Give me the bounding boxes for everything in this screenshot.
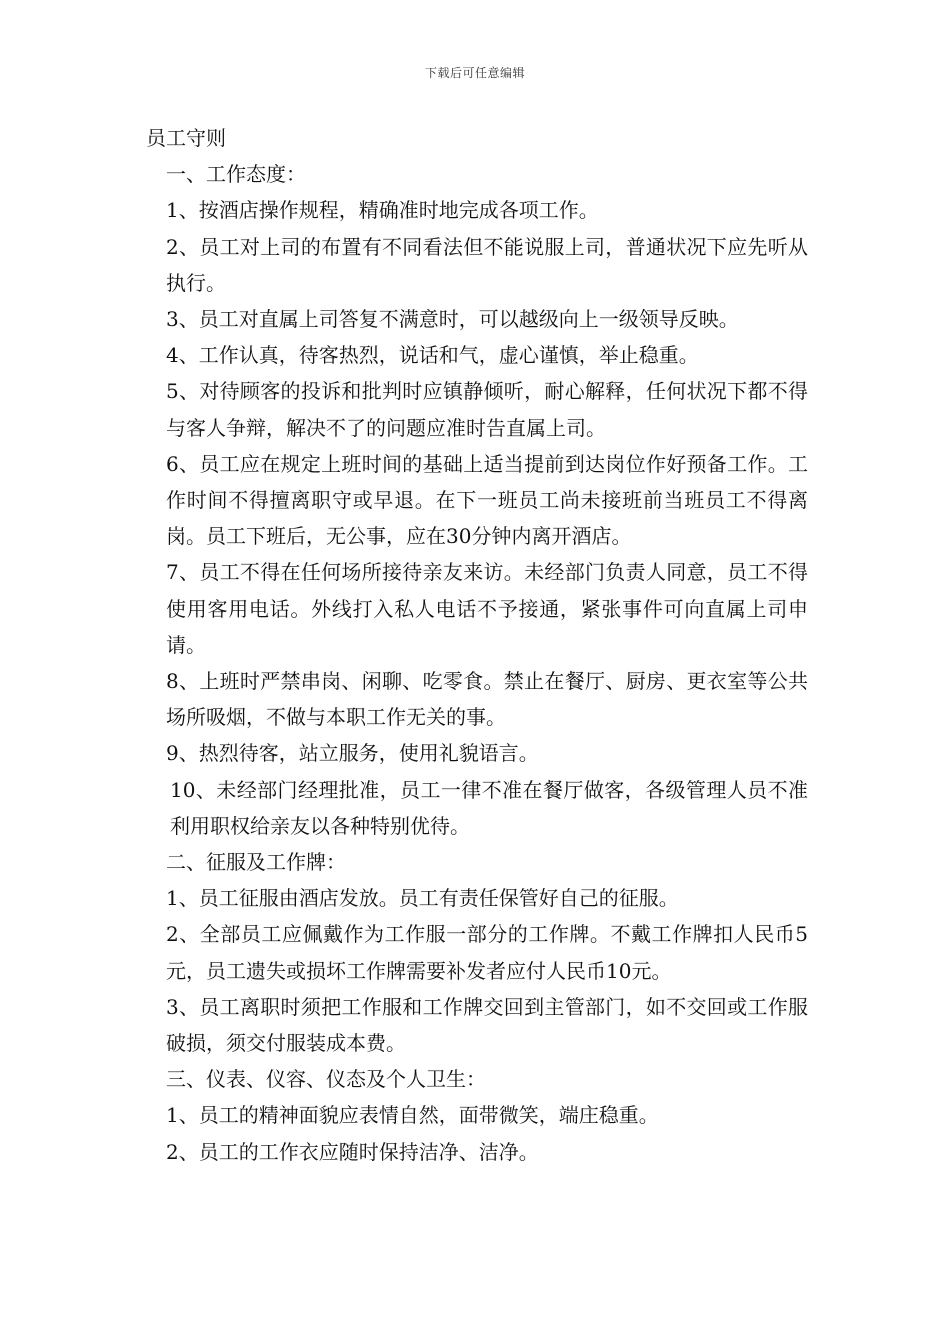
document-body: [146, 120, 808, 1170]
paragraph: 8、上班时严禁串岗、闲聊、吃零食。禁止在餐厅、厨房、更衣室等公共场所吸烟，不做与本职工作无关的事。: [166, 669, 808, 730]
paragraph: 1、按酒店操作规程，精确准时地完成各项工作。: [166, 198, 599, 223]
page-header: 下载后可任意编辑: [424, 66, 525, 80]
paragraph: 3、员工对直属上司答复不满意时，可以越级向上一级领导反映。: [166, 307, 739, 332]
paragraph: 7、员工不得在任何场所接待亲友来访。未经部门负责人同意，员工不得使用客用电话。外线打入私人电话不予接通，紧张事件可向直属上司申请。: [166, 560, 808, 657]
section-heading: 一、工作态度：: [166, 162, 306, 187]
paragraph: 1、员工征服由酒店发放。员工有责任保管好自己的征服。: [166, 886, 679, 911]
paragraph: 3、员工离职时须把工作服和工作牌交回到主管部门，如不交回或工作服破损，须交付服装成本费。: [166, 994, 808, 1056]
section-heading: 二、征服及工作牌：: [166, 850, 346, 875]
paragraph: 1、员工的精神面貌应表情自然，面带微笑，端庄稳重。: [166, 1103, 659, 1128]
paragraph: 2、员工对上司的布置有不同看法但不能说服上司，普通状况下应先听从执行。: [166, 234, 808, 295]
paragraph: 9、热烈待客，站立服务，使用礼貌语言。: [166, 741, 539, 766]
paragraph: 5、对待顾客的投诉和批判时应镇静倾听，耐心解释，任何状况下都不得与客人争辩，解决不了的问题应准时告直属上司。: [166, 379, 808, 440]
paragraph: 2、员工的工作衣应随时保持洁净、洁净。: [166, 1139, 539, 1164]
document-title: 员工守则: [146, 126, 226, 150]
paragraph: 4、工作认真，待客热烈，说话和气，虚心谨慎，举止稳重。: [166, 343, 699, 368]
paragraph: 6、员工应在规定上班时间的基础上适当提前到达岗位作好预备工作。工作时间不得擅离职守或早退。在下一班员工尚未接班前当班员工不得离岗。员工下班后，无公事，应在30分钟内离开酒店。: [166, 451, 808, 549]
paragraph: 2、全部员工应佩戴作为工作服一部分的工作牌。不戴工作牌扣人民币5元，员工遗失或损坏工作牌需要补发者应付人民币10元。: [166, 922, 808, 983]
paragraph: 10、未经部门经理批准，员工一律不准在餐厅做客，各级管理人员不准利用职权给亲友以各种特别优待。: [170, 777, 808, 838]
section-heading: 三、仪表、仪容、仪态及个人卫生：: [166, 1067, 486, 1092]
